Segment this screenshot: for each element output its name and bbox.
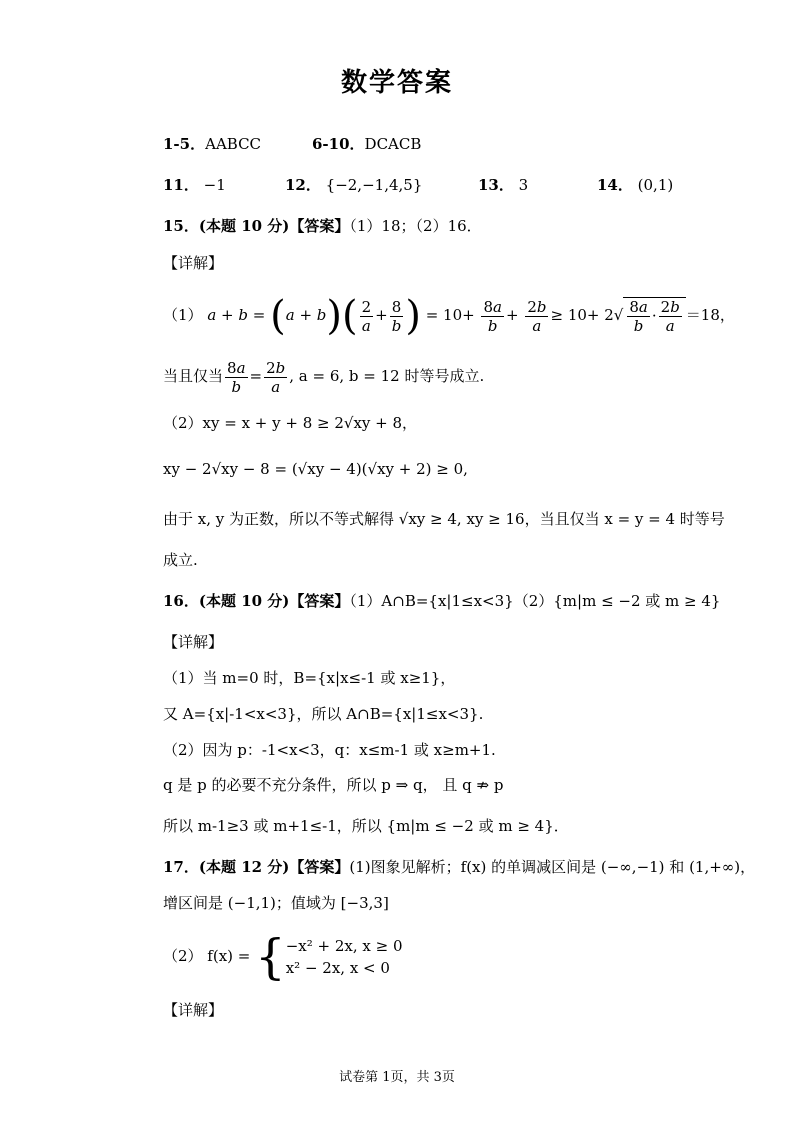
- q15-p1-prefix: （1）: [163, 306, 203, 324]
- q17-detail-label: 【详解】: [163, 1001, 224, 1019]
- fill-q12: [285, 175, 422, 195]
- q15-answer: （1）18；（2）16．: [349, 217, 482, 235]
- q16-answer: （1）A∩B={x|1≤x<3}（2）{m|m ≤ −2 或 m ≥ 4}: [349, 592, 721, 610]
- q13-label: 13．: [478, 176, 514, 194]
- page-title: 数学答案: [340, 68, 453, 98]
- q17-p2-prefix: （2） f(x) =: [163, 947, 251, 965]
- q16-header-line: [163, 591, 720, 611]
- q16-line-3: （2）因为 p：-1<x<3，q：x≤m-1 或 x≥m+1.: [163, 741, 496, 759]
- q17-case-2: x² − 2x, x < 0: [285, 959, 390, 977]
- choice-row: [163, 134, 261, 154]
- q11-answer: −1: [203, 176, 226, 194]
- q15-p2-suffix: , a = 6, b = 12 时等号成立.: [289, 367, 485, 385]
- choice-group-1-label: 1-5．: [163, 135, 206, 153]
- q15-header: 15．(本题 10 分)【答案】: [163, 217, 350, 235]
- q11-label: 11．: [163, 176, 199, 194]
- choice-group-1-answers: AABCC: [205, 135, 262, 153]
- q17-header-line: [163, 857, 755, 877]
- q13-answer: 3: [518, 176, 529, 194]
- q15-line-6: 成立.: [163, 551, 198, 569]
- q16-line-5: 所以 m-1≥3 或 m+1≤-1，所以 {m|m ≤ −2 或 m ≥ 4}．: [163, 817, 569, 835]
- fill-q11: [163, 175, 226, 195]
- q16-line-4: q 是 p 的必要不充分条件，所以 p ⇒ q， 且 q ⇏ p: [163, 776, 504, 794]
- q14-answer: (0,1): [637, 176, 674, 194]
- q17-case-1: −x² + 2x, x ≥ 0: [285, 937, 403, 955]
- choice-group-2-label: 6-10．: [312, 135, 365, 153]
- q17-line-2: 增区间是 (−1,1)；值域为 [−3,3]: [163, 894, 389, 912]
- q15-header-line: [163, 216, 482, 236]
- q16-line-1: （1）当 m=0 时，B={x|x≤-1 或 x≥1}，: [163, 669, 456, 687]
- q16-detail-label: 【详解】: [163, 633, 224, 651]
- q15-p2-prefix: 当且仅当: [163, 367, 224, 385]
- choice-group-2-answers: DCACB: [364, 135, 422, 153]
- q12-label: 12．: [285, 176, 321, 194]
- q17-piecewise: （2） f(x) = { −x² + 2x, x ≥ 0 x² − 2x, x < 0: [163, 929, 403, 985]
- q16-header: 16．(本题 10 分)【答案】: [163, 592, 350, 610]
- q15-line-3: （2）xy = x + y + 8 ≥ 2√xy + 8，: [163, 414, 418, 432]
- q16-line-2: 又 A={x|-1<x<3}，所以 A∩B={x|1≤x<3}.: [163, 705, 484, 723]
- page-footer: 试卷第 1页，共 3页: [339, 1070, 455, 1085]
- fill-q13: [478, 175, 528, 195]
- q15-formula-1: （1） a + b = (a + b)( $\frac{2}{a}$ + $\frac{8}{b}$ ) = 10+ $\frac{8a}{b}$ + $\frac{2b}{a}$ ≥ 10+ 2√ $\frac{8a}{b}$ · $\frac{2b}{a}$ ＝18，: [163, 293, 735, 339]
- q15-line-5: 由于 x, y 为正数，所以不等式解得 √xy ≥ 4, xy ≥ 16，当且仅当 x = y = 4 时等号: [163, 510, 725, 528]
- q12-answer: {−2,−1,4,5}: [325, 176, 423, 194]
- q15-p1-end: ＝18，: [685, 306, 735, 324]
- q15-formula-2: 当且仅当 $\frac{8a}{b}$ = $\frac{2b}{a}$ , a = 6, b = 12 时等号成立.: [163, 358, 485, 396]
- fill-q14: [597, 175, 673, 195]
- choice-row-2: [312, 134, 421, 154]
- q17-header: 17．(本题 12 分)【答案】: [163, 858, 350, 876]
- q15-detail-label: 【详解】: [163, 254, 224, 272]
- q17-answer: (1)图象见解析；f(x) 的单调减区间是 (−∞,−1) 和 (1,+∞)，: [349, 858, 756, 876]
- q14-label: 14．: [597, 176, 633, 194]
- q15-line-4: xy − 2√xy − 8 = (√xy − 4)(√xy + 2) ≥ 0,: [163, 460, 468, 478]
